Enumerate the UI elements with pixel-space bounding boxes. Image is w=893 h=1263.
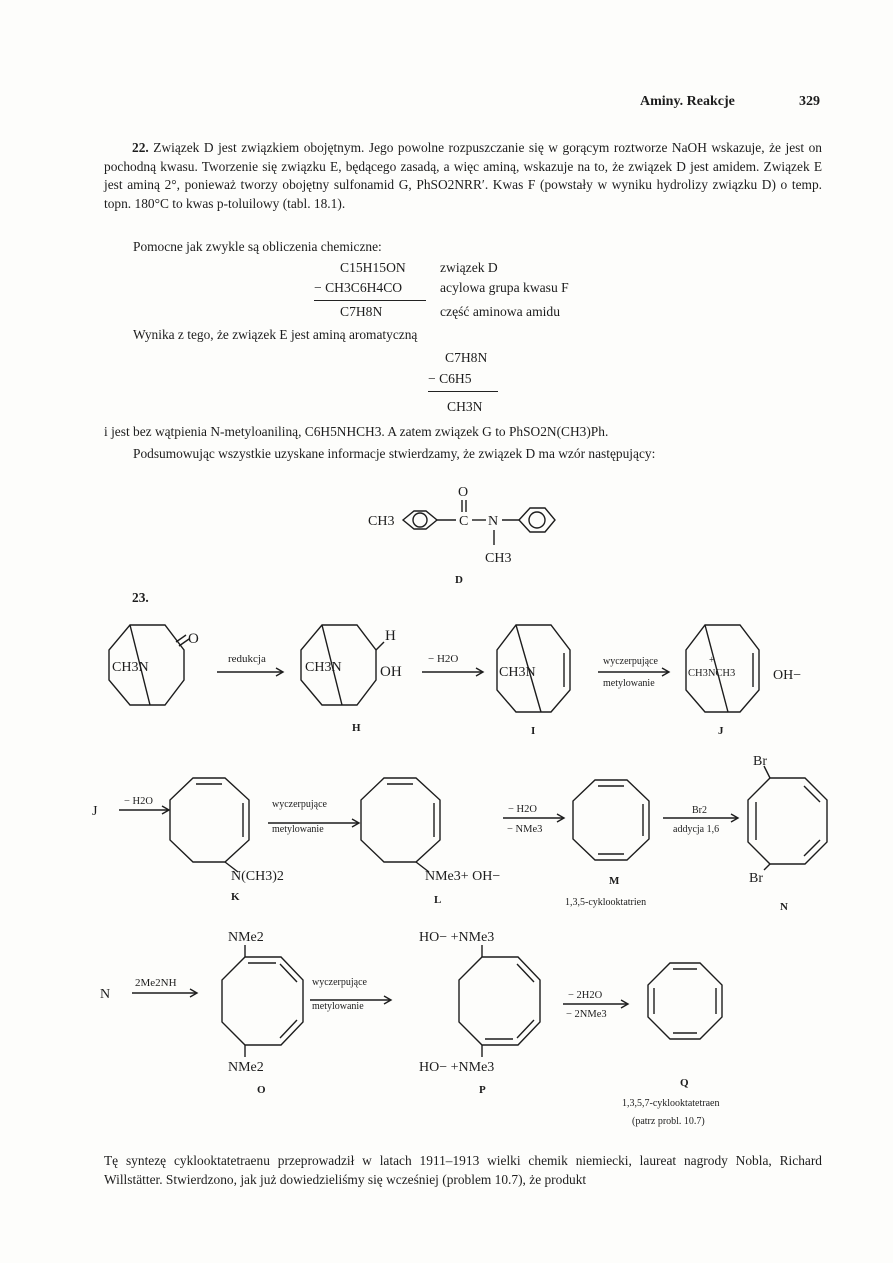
p-label: P (479, 1084, 486, 1096)
cyclooctatetraene-q (648, 963, 722, 1039)
ketone-co-bond-1 (176, 635, 186, 642)
toluene-ring (403, 511, 437, 529)
m-name: 1,3,5-cyklooktatrien (565, 897, 647, 908)
d-carbon: C (459, 514, 469, 529)
arrow-n-o-label: 2Me2NH (135, 977, 177, 989)
cyclooctatriene-o (222, 957, 303, 1045)
h-label: H (352, 722, 361, 734)
arrow-methylation-1-bottom: metylowanie (603, 678, 655, 689)
arrow-l-m-bottom: − NMe3 (507, 824, 543, 835)
n-br-top: Br (753, 754, 767, 769)
arrow-m-n-top: Br2 (692, 805, 707, 816)
o-double-bond-2 (280, 1020, 297, 1038)
j-plus: + (709, 655, 715, 666)
summary-line: Podsumowując wszystkie uzyskane informacje stwierdzamy, że związek D ma wzór następujący: (133, 446, 656, 461)
arrow-m-n-bottom: addycja 1,6 (673, 824, 720, 835)
arrow-j-k-label: − H2O (124, 796, 153, 807)
d-label: D (455, 574, 463, 586)
h-hydrogen: H (385, 628, 396, 644)
q-label: Q (680, 1077, 689, 1089)
arrow-p-q-bottom: − 2NMe3 (566, 1009, 607, 1020)
calc1-desc-1: związek D (440, 260, 498, 275)
running-title: Aminy. Reakcje (640, 94, 735, 109)
arrow-methylation-1-top: wyczerpujące (603, 656, 658, 667)
problem-23-number: 23. (132, 590, 149, 605)
p-double-bond-2 (517, 1020, 534, 1038)
j-label: J (718, 725, 724, 737)
n-double-bond-1 (804, 786, 820, 802)
arrow-dehydration-label: − H2O (428, 653, 459, 665)
s1-oxygen: O (188, 631, 199, 647)
h-ring-label: CH3N (305, 660, 342, 675)
result-line: Wynika z tego, że związek E jest aminą aromatyczną (133, 327, 418, 342)
arrow-o-p-top: wyczerpujące (312, 977, 367, 988)
p-double-bond-1 (517, 964, 534, 982)
arrow-k-l-bottom: metylowanie (272, 824, 324, 835)
calc1-formula-3: C7H8N (340, 304, 383, 319)
i-ring-label: CH3N (499, 665, 536, 680)
arrow-reduction-label: redukcja (228, 653, 266, 665)
k-substituent: N(CH3)2 (231, 869, 284, 884)
d-ch3: CH3 (368, 514, 395, 529)
k-label: K (231, 891, 240, 903)
o-double-bond-1 (280, 964, 297, 982)
calc1-formula-1: C15H15ON (340, 260, 406, 275)
alcohol-h-bond (376, 642, 384, 650)
cyclooctatriene-p (459, 957, 540, 1045)
d-nitrogen: N (488, 514, 499, 529)
arrow-l-m-top: − H2O (508, 804, 537, 815)
l-label: L (434, 894, 442, 906)
calc2-line-3: CH3N (447, 399, 483, 414)
o-bottom-group: NMe2 (228, 1060, 264, 1075)
j-hydroxide: OH− (773, 668, 802, 683)
j-ring-label: CH3NCH3 (688, 668, 736, 679)
calc2-line-2: − C6H5 (428, 371, 472, 386)
calc1-desc-2: acylowa grupa kwasu F (440, 280, 569, 295)
n-double-bond-2 (804, 840, 820, 856)
dibromocyclooctatriene-n (748, 778, 827, 864)
d-n-methyl: CH3 (485, 551, 512, 566)
q-reference: (patrz probl. 10.7) (632, 1116, 705, 1127)
phenyl-ring-circle (529, 512, 545, 528)
n-br-bottom: Br (749, 871, 763, 886)
row2-start: J (92, 804, 98, 819)
arrow-p-q-top: − 2H2O (568, 990, 603, 1001)
o-label: O (257, 1084, 266, 1096)
p-bottom-group: HO− +NMe3 (419, 1060, 495, 1075)
row3-start: N (100, 987, 111, 1002)
arrow-o-p-bottom: metylowanie (312, 1001, 364, 1012)
footer-paragraph: Tę syntezę cyklooktatetraenu przeprowadził w latach 1911–1913 wielki chemik niemiecki, laureat nagrody Nobla, Richard Willstätter. Stwierdzono, jak już dowiedzieliśmy się wcześniej (problem 10.7), że produkt (104, 1153, 822, 1187)
toluene-ring-circle (413, 513, 427, 527)
page-number: 329 (799, 94, 820, 109)
calc1-formula-2: − CH3C6H4CO (314, 280, 403, 295)
calc1-desc-3: część aminowa amidu (440, 304, 561, 319)
problem-22-body: Związek D jest związkiem obojętnym. Jego powolne rozpuszczanie się w gorącym roztworze NaOH wskazuje, że jest on pochodną kwasu. Tworzenie się związku E, będącego zasadą, a więc aminą, wskazuje na to, że związek D jest amidem. Związek E jest aminą 2°, ponieważ tworzy obojętny sulfonamid G, PhSO2NRR′. Kwas F (powstały w wyniku hydrolizy związku D) o temp. topn. 180°C to kwas p-toluilowy (tabl. 18.1). (104, 140, 822, 211)
s1-ring-label: CH3N (112, 660, 149, 675)
m-label: M (609, 875, 620, 887)
n-br-bond-bottom (764, 864, 770, 870)
o-top-group: NMe2 (228, 930, 264, 945)
cyclooctatriene-m (573, 780, 649, 860)
calc2-line-1: C7H8N (445, 350, 488, 365)
arrow-k-l-top: wyczerpujące (272, 799, 327, 810)
q-name: 1,3,5,7-cyklooktatetraen (622, 1098, 720, 1109)
h-hydroxyl: OH (380, 664, 402, 680)
helpful-line: Pomocne jak zwykle są obliczenia chemiczne: (133, 239, 382, 254)
p-top-group: HO− +NMe3 (419, 930, 495, 945)
d-oxygen: O (458, 485, 469, 500)
conclusion-line: i jest bez wątpienia N-metyloaniliną, C6H5NHCH3. A zatem związek G to PhSO2N(CH3)Ph. (104, 424, 609, 439)
cyclooctadiene-l (361, 778, 440, 862)
cyclooctadiene-k (170, 778, 249, 862)
problem-22-number: 22. (132, 140, 149, 155)
l-substituent: NMe3+ OH− (425, 869, 501, 884)
i-label: I (531, 725, 536, 737)
n-label: N (780, 901, 788, 913)
